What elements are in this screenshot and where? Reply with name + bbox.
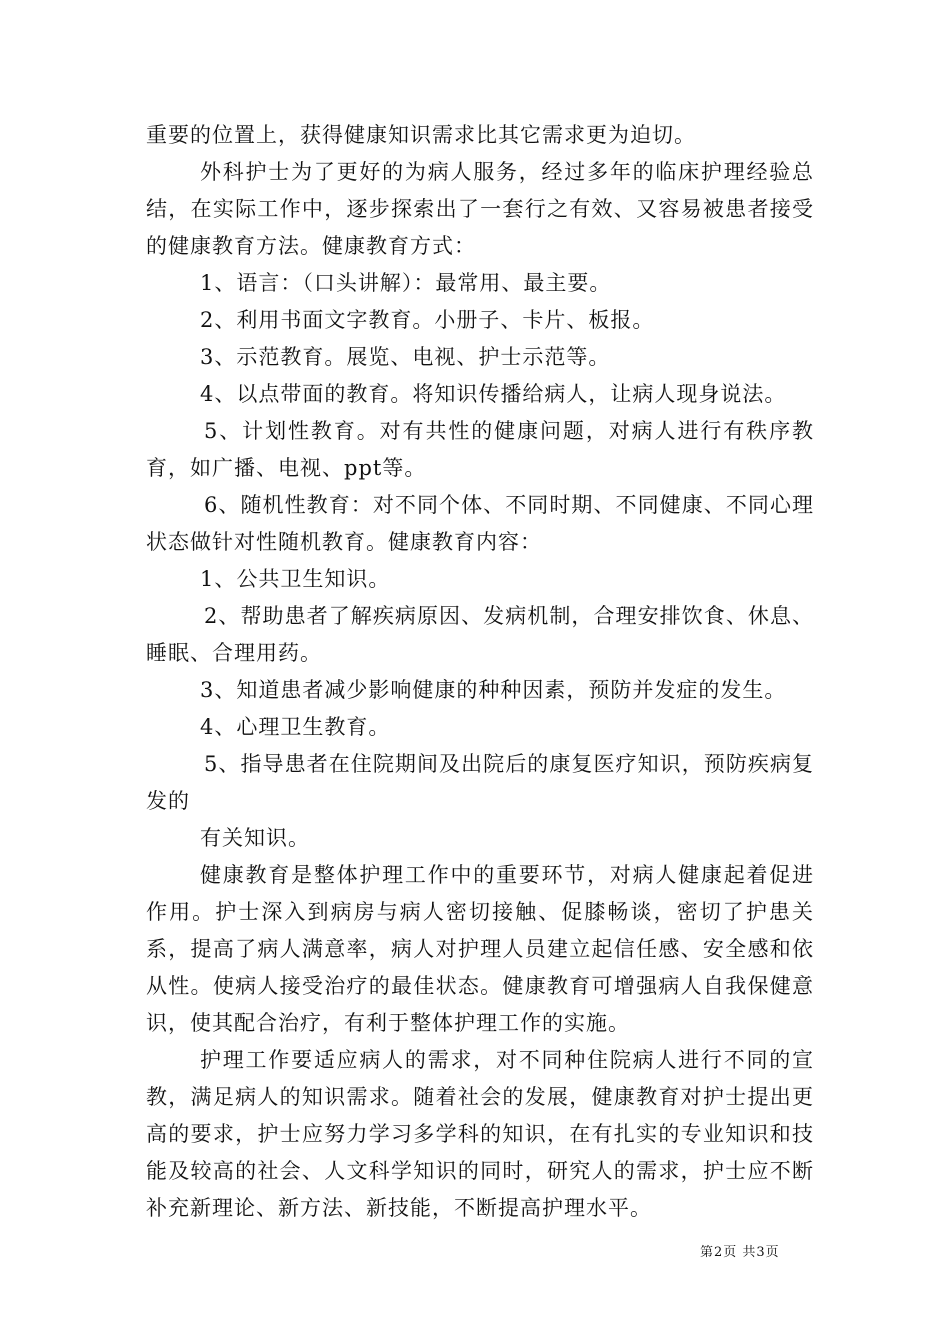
paragraph-health-education: 健康教育是整体护理工作中的重要环节，对病人健康起着促进作用。护士深入到病房与病人密切接触、促膝畅谈，密切了护患关系，提高了病人满意率，病人对护理人员建立起信任感、安全感和依从性。使病人接受治疗的最佳状态。健康教育可增强病人自我保健意识，使其配合治疗，有利于整体护理工作的实施。 <box>146 863 814 1035</box>
list-item-content-2: 2、帮助患者了解疾病原因、发病机制，合理安排饮食、休息、睡眠、合理用药。 <box>146 604 814 665</box>
document-body <box>146 117 814 1227</box>
paragraph-nursing-work: 护理工作要适应病人的需求，对不同种住院病人进行不同的宣教，满足病人的知识需求。随着社会的发展，健康教育对护士提出更高的要求，护士应努力学习多学科的知识，在有扎实的专业知识和技能及较高的社会、人文科学知识的同时，研究人的需求，护士应不断补充新理论、新方法、新技能，不断提高护理水平。 <box>146 1048 814 1220</box>
list-item-method-4: 4、以点带面的教育。将知识传播给病人，让病人现身说法。 <box>200 382 787 406</box>
list-item-content-5: 5、指导患者在住院期间及出院后的康复医疗知识，预防疾病复发的 <box>146 752 814 813</box>
list-item-content-1: 1、公共卫生知识。 <box>200 567 391 591</box>
page-number-footer: 第2页 共3页 <box>700 1245 780 1260</box>
list-item-content-4: 4、心理卫生教育。 <box>200 715 391 739</box>
list-item-method-3: 3、示范教育。展览、电视、护士示范等。 <box>200 345 611 369</box>
paragraph-continuation: 重要的位置上，获得健康知识需求比其它需求更为迫切。 <box>146 123 696 147</box>
paragraph-intro: 外科护士为了更好的为病人服务，经过多年的临床护理经验总结，在实际工作中，逐步探索出了一套行之有效、又容易被患者接受的健康教育方法。健康教育方式： <box>146 160 814 258</box>
list-item-method-5: 5、计划性教育。对有共性的健康问题，对病人进行有秩序教育，如广播、电视、ppt等。 <box>146 419 814 480</box>
list-item-method-2: 2、利用书面文字教育。小册子、卡片、板报。 <box>200 308 655 332</box>
list-item-method-6: 6、随机性教育：对不同个体、不同时期、不同健康、不同心理状态做针对性随机教育。健康教育内容： <box>146 493 814 554</box>
list-item-method-1: 1、语言：（口头讲解）：最常用、最主要。 <box>200 271 612 295</box>
list-item-content-3: 3、知道患者减少影响健康的种种因素，预防并发症的发生。 <box>200 678 787 702</box>
paragraph-fragment: 有关知识。 <box>200 826 310 850</box>
